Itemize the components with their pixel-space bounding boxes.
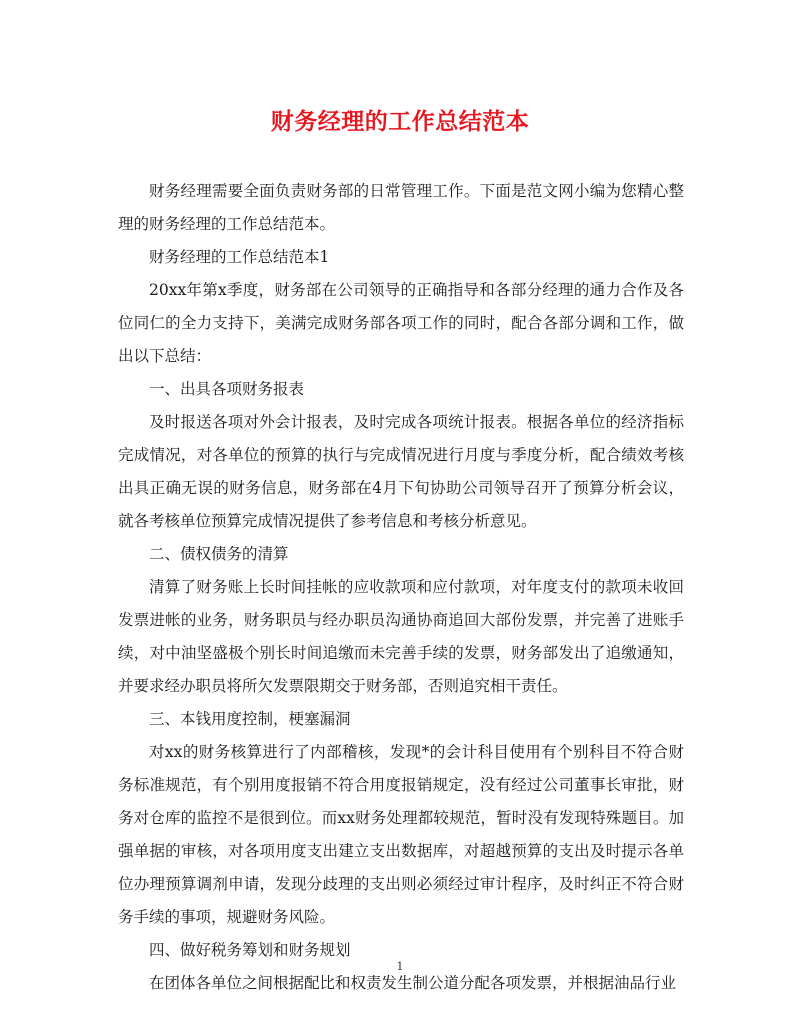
document-title: 财务经理的工作总结范本 xyxy=(270,109,530,135)
paragraph-section-1: 及时报送各项对外会计报表，及时完成各项统计报表。根据各单位的经济指标完成情况，对各单位的预算的执行与完成情况进行月度与季度分析，配合绩效考核出具正确无误的财务信息，财务部在4月下旬协助公司领导召开了预算分析会议，就各考核单位预算完成情况提供了参考信息和考核分析意见。 xyxy=(118,413,684,530)
page-number: 1 xyxy=(396,960,404,973)
section-heading-4: 四、做好税务筹划和财务规划 xyxy=(149,941,351,959)
paragraph-section-2: 清算了财务账上长时间挂帐的应收款项和应付款项，对年度支付的款项未收回发票进帐的业务，财务职员与经办职员沟通协商追回大部份发票，并完善了进账手续，对中油坚盛极个别长时间追缴而未完善手续的发票，财务部发出了追缴通知，并要求经办职员将所欠发票限期交于财务部，否则追究相干责任。 xyxy=(118,578,684,695)
section-heading-2: 二、债权债务的清算 xyxy=(149,545,289,563)
paragraph-section-4: 在团体各单位之间根据配比和权责发生制公道分配各项发票，并根据油品行业 xyxy=(149,974,677,992)
paragraph-intro: 财务经理需要全面负责财务部的日常管理工作。下面是范文网小编为您精心整理的财务经理的工作总结范本。 xyxy=(118,182,684,233)
paragraph-summary: 20xx年第x季度，财务部在公司领导的正确指导和各部分经理的通力合作及各位同仁的全力支持下，美满完成财务部各项工作的同时，配合各部分调和工作，做出以下总结： xyxy=(118,281,684,365)
section-heading-1: 一、出具各项财务报表 xyxy=(149,380,305,398)
section-heading-3: 三、本钱用度控制，梗塞漏洞 xyxy=(149,710,351,728)
document-body xyxy=(118,175,684,1000)
paragraph-subtitle: 财务经理的工作总结范本1 xyxy=(149,248,330,266)
paragraph-section-3: 对xx的财务核算进行了内部稽核，发现*的会计科目使用有个别科目不符合财务标准规范，有个别用度报销不符合用度报销规定，没有经过公司董事长审批，财务对仓库的监控不是很到位。而xx财务处理都较规范，暂时没有发现特殊题目。加强单据的审核，对各项用度支出建立支出数据库，对超越预算的支出及时提示各单位办理预算调剂申请，发现分歧理的支出则必须经过审计程序，及时纠正不符合财务手续的事项，规避财务风险。 xyxy=(118,743,684,926)
